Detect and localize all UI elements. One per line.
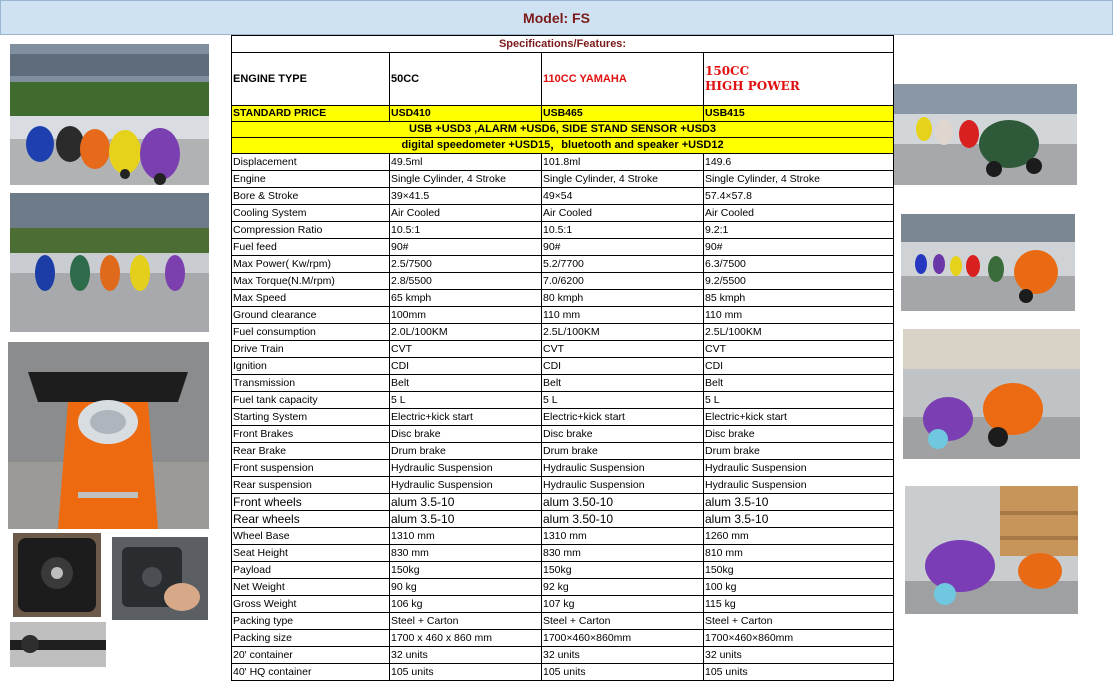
purple-orange-scooter-photo — [903, 329, 1080, 459]
spec-label: Ground clearance — [232, 307, 390, 324]
spec-value: 32 units — [390, 647, 542, 664]
spec-label: Max Torque(N.M/rpm) — [232, 273, 390, 290]
spec-row — [232, 426, 894, 443]
price-50cc: USD410 — [390, 106, 542, 122]
price-label: STANDARD PRICE — [232, 106, 390, 122]
spec-value: Hydraulic Suspension — [542, 477, 704, 494]
spec-label: Front wheels — [232, 494, 390, 511]
spec-value: 105 units — [704, 664, 894, 681]
spec-row — [232, 205, 894, 222]
orange-scooter-front-photo — [8, 342, 209, 529]
spec-row — [232, 392, 894, 409]
spec-row — [232, 528, 894, 545]
spec-value: CVT — [704, 341, 894, 358]
spec-value: Steel + Carton — [390, 613, 542, 630]
model-110cc: 110CC YAMAHA — [542, 53, 704, 106]
spec-row — [232, 290, 894, 307]
spec-row — [232, 511, 894, 528]
spec-label: Fuel consumption — [232, 324, 390, 341]
spec-row — [232, 579, 894, 596]
spec-value: 1310 mm — [390, 528, 542, 545]
spec-value: 90 kg — [390, 579, 542, 596]
spec-value: Single Cylinder, 4 Stroke — [390, 171, 542, 188]
spec-row — [232, 358, 894, 375]
spec-value: alum 3.50-10 — [542, 494, 704, 511]
spec-value: 115 kg — [704, 596, 894, 613]
spec-value: Belt — [390, 375, 542, 392]
spec-row — [232, 409, 894, 426]
spec-table — [231, 35, 894, 681]
scooter-lineup-photo-2 — [10, 193, 209, 332]
spec-value: 1310 mm — [542, 528, 704, 545]
spec-value: 57.4×57.8 — [704, 188, 894, 205]
spec-value: 1260 mm — [704, 528, 894, 545]
spec-label: Front Brakes — [232, 426, 390, 443]
spec-label: Wheel Base — [232, 528, 390, 545]
spec-value: Hydraulic Suspension — [704, 460, 894, 477]
spec-value: 90# — [704, 239, 894, 256]
spec-value: 1700 x 460 x 860 mm — [390, 630, 542, 647]
spec-row — [232, 443, 894, 460]
title-bar — [0, 0, 1113, 35]
options-text-2: digital speedometer +USD15，bluetooth and speaker +USD12 — [232, 138, 894, 154]
spec-value: Air Cooled — [704, 205, 894, 222]
spec-value: alum 3.50-10 — [542, 511, 704, 528]
spec-label: Fuel feed — [232, 239, 390, 256]
spec-value: 92 kg — [542, 579, 704, 596]
ignition-key-photo — [13, 533, 101, 617]
spec-label: Transmission — [232, 375, 390, 392]
spec-value: alum 3.5-10 — [390, 494, 542, 511]
key-hand-photo — [112, 537, 208, 620]
spec-value: CDI — [542, 358, 704, 375]
spec-value: Hydraulic Suspension — [390, 477, 542, 494]
spec-value: 5 L — [542, 392, 704, 409]
spec-value: 150kg — [390, 562, 542, 579]
spec-row — [232, 477, 894, 494]
spec-value: Single Cylinder, 4 Stroke — [704, 171, 894, 188]
spec-value: 2.8/5500 — [390, 273, 542, 290]
spec-label: Ignition — [232, 358, 390, 375]
spec-header-row — [232, 36, 894, 53]
spec-label: Max Speed — [232, 290, 390, 307]
spec-value: Electric+kick start — [390, 409, 542, 426]
spec-value: CVT — [390, 341, 542, 358]
spec-label: Packing type — [232, 613, 390, 630]
spec-label: Cooling System — [232, 205, 390, 222]
spec-value: 32 units — [704, 647, 894, 664]
spec-value: 80 kmph — [542, 290, 704, 307]
spec-row — [232, 239, 894, 256]
spec-value: Steel + Carton — [704, 613, 894, 630]
spec-value: alum 3.5-10 — [390, 511, 542, 528]
spec-label: 40' HQ container — [232, 664, 390, 681]
spec-value: Steel + Carton — [542, 613, 704, 630]
model-row — [232, 53, 894, 106]
spec-value: 5.2/7700 — [542, 256, 704, 273]
spec-value: 10.5:1 — [542, 222, 704, 239]
spec-row — [232, 613, 894, 630]
spec-row — [232, 273, 894, 290]
spec-label: Front suspension — [232, 460, 390, 477]
spec-row — [232, 596, 894, 613]
spec-value: 107 kg — [542, 596, 704, 613]
spec-value: 100mm — [390, 307, 542, 324]
spec-row — [232, 154, 894, 171]
spec-value: 90# — [542, 239, 704, 256]
spec-value: 49×54 — [542, 188, 704, 205]
spec-row — [232, 341, 894, 358]
spec-value: Hydraulic Suspension — [704, 477, 894, 494]
spec-value: 150kg — [542, 562, 704, 579]
spec-row — [232, 647, 894, 664]
spec-label: Packing size — [232, 630, 390, 647]
handlebar-photo — [10, 622, 106, 667]
spec-value: Hydraulic Suspension — [542, 460, 704, 477]
spec-value: 830 mm — [542, 545, 704, 562]
spec-value: 90# — [390, 239, 542, 256]
spec-row — [232, 171, 894, 188]
spec-value: 2.5L/100KM — [704, 324, 894, 341]
spec-label: Rear suspension — [232, 477, 390, 494]
spec-value: 6.3/7500 — [704, 256, 894, 273]
spec-value: Electric+kick start — [542, 409, 704, 426]
engine-type-label: ENGINE TYPE — [232, 53, 390, 106]
spec-value: Belt — [542, 375, 704, 392]
model-150cc-line1: 150CC — [705, 64, 750, 78]
spec-value: alum 3.5-10 — [704, 511, 894, 528]
options-text-1: USB +USD3 ,ALARM +USD6, SIDE STAND SENSOR +USD3 — [232, 122, 894, 138]
spec-value: 1700×460×860mm — [542, 630, 704, 647]
spec-row — [232, 375, 894, 392]
spec-value: 2.0L/100KM — [390, 324, 542, 341]
spec-label: Fuel tank capacity — [232, 392, 390, 409]
purple-scooter-boxes-photo — [905, 486, 1078, 614]
spec-row — [232, 545, 894, 562]
spec-label: 20' container — [232, 647, 390, 664]
spec-value: 5 L — [390, 392, 542, 409]
spec-value: CDI — [390, 358, 542, 375]
model-50cc: 50CC — [390, 53, 542, 106]
spec-value: 7.0/6200 — [542, 273, 704, 290]
spec-value: 110 mm — [542, 307, 704, 324]
spec-value: Hydraulic Suspension — [390, 460, 542, 477]
spec-value: 49.5ml — [390, 154, 542, 171]
spec-value: 2.5L/100KM — [542, 324, 704, 341]
spec-value: 32 units — [542, 647, 704, 664]
spec-value: Air Cooled — [542, 205, 704, 222]
spec-row — [232, 562, 894, 579]
spec-value: 5 L — [704, 392, 894, 409]
spec-value: 9.2/5500 — [704, 273, 894, 290]
price-150cc: USB415 — [704, 106, 894, 122]
spec-value: 810 mm — [704, 545, 894, 562]
spec-value: Drum brake — [542, 443, 704, 460]
spec-label: Displacement — [232, 154, 390, 171]
spec-row — [232, 494, 894, 511]
spec-value: 106 kg — [390, 596, 542, 613]
spec-value: 10.5:1 — [390, 222, 542, 239]
spec-value: Drum brake — [704, 443, 894, 460]
spec-value: 150kg — [704, 562, 894, 579]
spec-value: 105 units — [390, 664, 542, 681]
spec-row — [232, 307, 894, 324]
spec-value: Single Cylinder, 4 Stroke — [542, 171, 704, 188]
spec-label: Drive Train — [232, 341, 390, 358]
spec-header: Specifications/Features: — [232, 36, 894, 53]
spec-value: Disc brake — [390, 426, 542, 443]
spec-row — [232, 664, 894, 681]
spec-value: 65 kmph — [390, 290, 542, 307]
options-row-2 — [232, 138, 894, 154]
spec-value: 830 mm — [390, 545, 542, 562]
price-110cc: USB465 — [542, 106, 704, 122]
spec-value: 39×41.5 — [390, 188, 542, 205]
model-150cc — [704, 53, 894, 106]
spec-row — [232, 630, 894, 647]
spec-value: 105 units — [542, 664, 704, 681]
spec-value: Disc brake — [542, 426, 704, 443]
spec-label: Rear wheels — [232, 511, 390, 528]
spec-value: CDI — [704, 358, 894, 375]
spec-value: 85 kmph — [704, 290, 894, 307]
spec-value: Drum brake — [390, 443, 542, 460]
spec-value: 9.2:1 — [704, 222, 894, 239]
spec-value: 101.8ml — [542, 154, 704, 171]
spec-value: CVT — [542, 341, 704, 358]
orange-scooter-lineup-photo — [901, 214, 1075, 311]
spec-value: 149.6 — [704, 154, 894, 171]
page-title: Model: FS — [523, 9, 590, 26]
scooter-lineup-photo-1 — [10, 44, 209, 185]
spec-row — [232, 324, 894, 341]
spec-value: alum 3.5-10 — [704, 494, 894, 511]
spec-label: Max Power( Kw/rpm) — [232, 256, 390, 273]
spec-value: Electric+kick start — [704, 409, 894, 426]
model-150cc-line2: HIGH POWER — [705, 79, 800, 93]
green-scooter-lineup-photo — [894, 84, 1077, 185]
spec-row — [232, 256, 894, 273]
spec-label: Seat Height — [232, 545, 390, 562]
spec-label: Rear Brake — [232, 443, 390, 460]
spec-label: Net Weight — [232, 579, 390, 596]
spec-row — [232, 188, 894, 205]
spec-label: Engine — [232, 171, 390, 188]
spec-value: Belt — [704, 375, 894, 392]
spec-value: Disc brake — [704, 426, 894, 443]
spec-row — [232, 460, 894, 477]
spec-value: 100 kg — [704, 579, 894, 596]
spec-value: 110 mm — [704, 307, 894, 324]
spec-label: Compression Ratio — [232, 222, 390, 239]
spec-label: Bore & Stroke — [232, 188, 390, 205]
spec-label: Payload — [232, 562, 390, 579]
options-row-1 — [232, 122, 894, 138]
spec-row — [232, 222, 894, 239]
spec-label: Gross Weight — [232, 596, 390, 613]
spec-value: Air Cooled — [390, 205, 542, 222]
spec-label: Starting System — [232, 409, 390, 426]
price-row — [232, 106, 894, 122]
spec-value: 1700×460×860mm — [704, 630, 894, 647]
spec-value: 2.5/7500 — [390, 256, 542, 273]
